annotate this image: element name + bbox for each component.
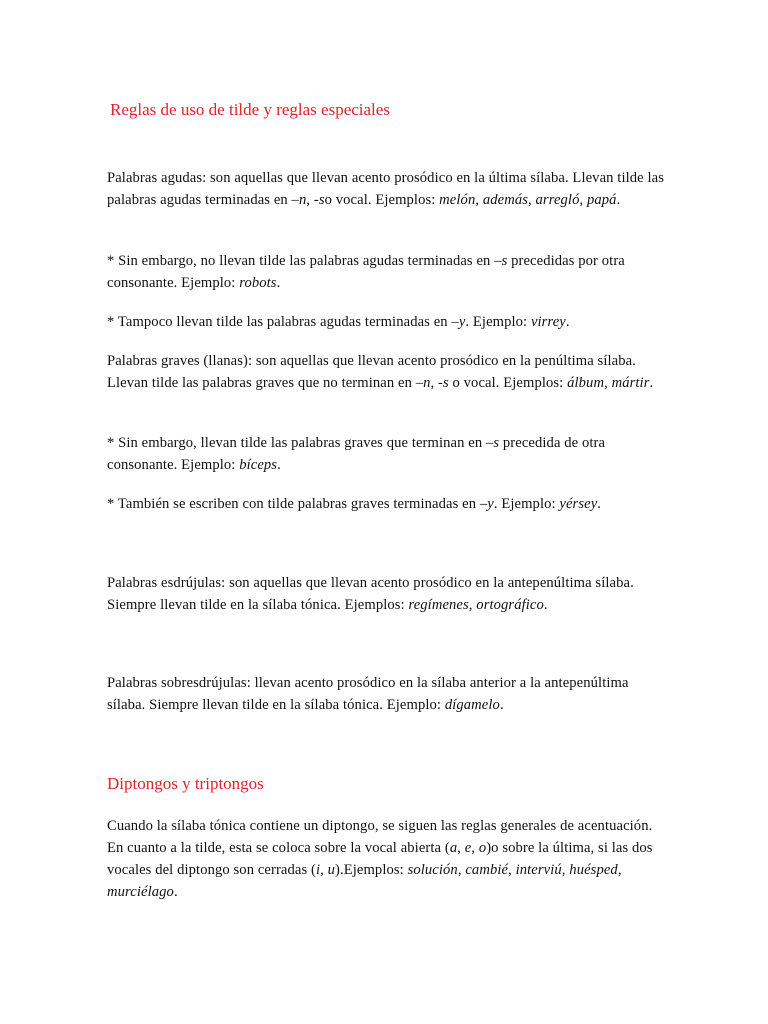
agudas-term-s: s [318,192,325,208]
example-virrey: virrey [530,314,566,330]
note-term-s: –s [494,253,508,269]
note-agudas-y [107,311,667,333]
example-yersey: yérsey [559,496,598,512]
paragraph-end: . [173,884,178,900]
graves-term-n: –n [415,375,431,391]
example-separator: , [475,192,483,208]
note-text: * También se escriben con tilde palabras graves terminadas en [107,496,480,512]
note-graves-s [107,432,667,476]
vowel-i: i [315,862,321,878]
example-digamelo: dígamelo [444,697,500,713]
graves-text: , - [430,375,443,391]
note-text: precedida de otra consonante. Ejemplo: [107,435,606,473]
paragraph-end: . [276,275,281,291]
vowel-separator: , [471,840,479,856]
vowel-separator: , [320,862,328,878]
paragraph-end: . [616,192,621,208]
example-melon: melón [439,192,476,208]
sobresdrujulas-text: Palabras sobresdrújulas: llevan acento prosódico en la sílaba anterior a la antepenúltima sílaba. Siempre llevan tilde en la sílaba tónica. Ejemplo: [107,675,629,713]
example-separator: , [561,862,570,878]
example-separator: , [508,862,516,878]
note-text: * Sin embargo, llevan tilde las palabras graves que terminan en [107,435,486,451]
example-ademas: además [482,192,529,208]
paragraph-diptongos [107,815,667,903]
note-text: . Ejemplo: [493,496,560,512]
note-text: * Sin embargo, no llevan tilde las palabras agudas terminadas en [107,253,495,269]
graves-text: o vocal. Ejemplos: [448,375,568,391]
example-separator: , [604,375,612,391]
example-robots: robots [239,275,277,291]
graves-term-s: s [442,375,449,391]
diptongos-text: Cuando la sílaba tónica contiene un diptongo, se siguen las reglas generales de acentuación. En cuanto a la tilde, esta se coloca sobre la vocal abierta ( [107,818,653,856]
example-biceps: bíceps [239,457,278,473]
paragraph-agudas [107,167,667,211]
example-ortografico: ortográfico [476,597,544,613]
example-separator: , [579,192,587,208]
vowel-u: u [327,862,336,878]
paragraph-end: . [565,314,570,330]
example-solucion: solución [407,862,458,878]
esdrujulas-text: Palabras esdrújulas: son aquellas que llevan acento prosódico en la antepenúltima sílaba. Siempre llevan tilde en la sílaba tónica. Ejemplos: [107,575,634,613]
example-regimenes: regímenes [408,597,469,613]
paragraph-esdrujulas [107,572,667,616]
note-term-y: –y [451,314,466,330]
vowel-o: o [478,840,487,856]
agudas-term-n: –n [291,192,307,208]
diptongos-text: )o sobre la última, si las dos vocales del diptongo son cerradas ( [107,840,653,878]
note-term-y: –y [479,496,494,512]
note-text: * Tampoco llevan tilde las palabras agudas terminadas en [107,314,452,330]
agudas-text: Palabras agudas: son aquellas que llevan acento prosódico en la última sílaba. Llevan tilde las palabras agudas terminadas en [107,170,664,208]
section-heading-diptongos: Diptongos y triptongos [107,774,264,793]
vowel-separator: , [457,840,465,856]
vowel-e: e [464,840,472,856]
example-cambie: cambié [465,862,509,878]
note-agudas-s [107,250,667,294]
example-separator: , [528,192,536,208]
paragraph-end: . [499,697,504,713]
note-text: . Ejemplo: [465,314,531,330]
example-separator: , [617,862,622,878]
agudas-text: , - [306,192,319,208]
paragraph-graves [107,350,667,394]
example-murcielago: murciélago [107,884,174,900]
note-term-s: –s [485,435,500,451]
example-album: álbum [567,375,605,391]
example-separator: , [457,862,466,878]
agudas-text: o vocal. Ejemplos: [324,192,440,208]
diptongos-text: ).Ejemplos: [335,862,408,878]
paragraph-end: . [649,375,654,391]
example-interviu: interviú [515,862,562,878]
paragraph-end: . [277,457,281,473]
paragraph-end: . [543,597,548,613]
example-papa: papá [586,192,617,208]
note-graves-y [107,493,667,515]
paragraph-end: . [597,496,602,512]
page-title: Reglas de uso de tilde y reglas especiales [110,100,390,119]
example-martir: mártir [611,375,650,391]
note-text: precedidas por otra consonante. Ejemplo: [107,253,625,291]
example-arreglo: arregló [535,192,580,208]
graves-text: Palabras graves (llanas): son aquellas que llevan acento prosódico en la penúltima sílaba. Llevan tilde las palabras graves que no terminan en [107,353,636,391]
paragraph-sobresdrujulas [107,672,667,716]
example-separator: , [468,597,477,613]
vowel-a: a [449,840,458,856]
example-huesped: huésped [569,862,618,878]
